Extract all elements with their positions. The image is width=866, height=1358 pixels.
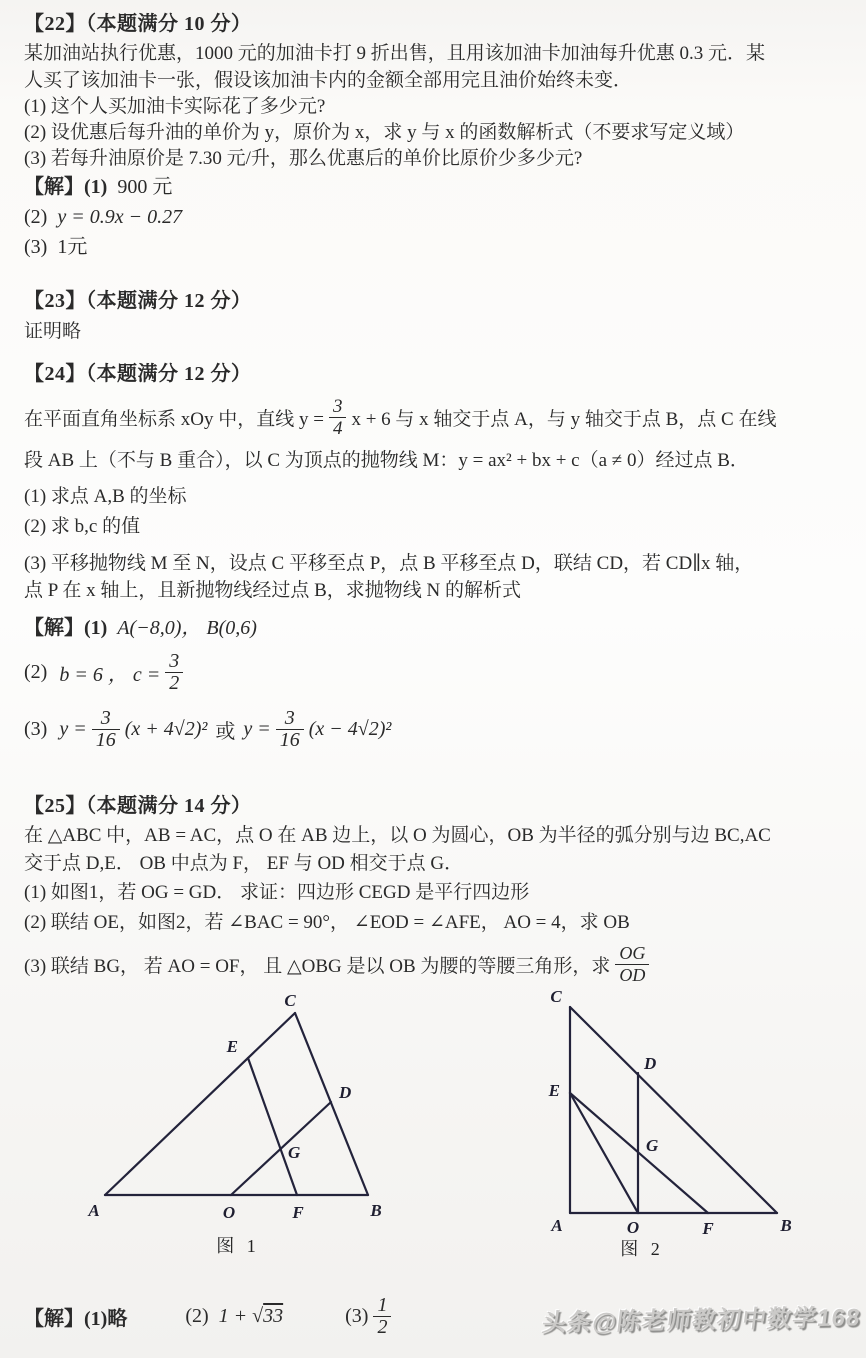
fig2-label-f: F: [702, 1219, 714, 1238]
figure-1-drawing: [58, 988, 480, 1238]
fig2-label-o: O: [626, 1218, 640, 1237]
q25-sol2-label: (2): [185, 1304, 209, 1327]
q24-fraction-3-4: $\frac{3}{4}$: [329, 396, 347, 439]
q22-item-1: (1) 这个人买加油卡实际花了多少元?: [24, 96, 326, 117]
fig1-label-e: E: [226, 1037, 238, 1056]
q24-intro-line1: [24, 390, 852, 444]
q22-sol1-label: 【解】(1): [24, 176, 108, 198]
q23-body: 证明略: [24, 321, 82, 342]
q25-sol2-radicand: 33: [263, 1304, 284, 1327]
fig2-label-d: D: [644, 1054, 657, 1073]
q25-item-3: [24, 940, 852, 988]
q24-sol2-expression: b = 6 ， c =: [59, 663, 161, 686]
q24-sol3-y1: y =: [59, 717, 87, 740]
q24-solution-3: [24, 702, 852, 756]
fig1-side-ac: [105, 1013, 295, 1195]
fig1-label-o: O: [222, 1203, 236, 1222]
q24-sol3-label: (3): [24, 717, 48, 740]
fig2-segment-eo: [570, 1093, 638, 1213]
q24-solution-1: [24, 612, 852, 644]
q24-intro-line2: 段 AB 上（不与 B 重合），以 C 为顶点的抛物线 M：y = ax² + bx + c（a ≠ 0）经过点 B．: [24, 450, 749, 471]
q24-header: 【24】（本题满分 12 分）: [24, 363, 252, 385]
q23-header: 【23】（本题满分 12 分）: [24, 290, 252, 312]
question-23: [24, 285, 852, 347]
q24-sol1-value: A(−8,0)， B(0,6): [117, 617, 257, 639]
q22-body-line1: 某加油站执行优惠，1000 元的加油卡打 9 折出售，且用该加油卡加油每升优惠 0.3 元．某: [24, 43, 766, 64]
q22-sol3-value: 1元: [57, 236, 88, 258]
q24-item-3-line2: 点 P 在 x 轴上，且新抛物线经过点 B，求抛物线 N 的解析式: [24, 580, 522, 601]
watermark-text: 头条@陈老师教初中数学168: [540, 1304, 862, 1337]
figure-1-caption: 图 1: [216, 1236, 260, 1256]
q22-sol1-value: 900 元: [117, 176, 173, 198]
fig1-label-g: G: [288, 1143, 301, 1162]
q22-header: 【22】（本题满分 10 分）: [24, 13, 252, 35]
q25-intro-line2: 交于点 D,E． OB 中点为 F， EF 与 OD 相交于点 G．: [24, 853, 464, 874]
q22-item-3: (3) 若每升油原价是 7.30 元/升，那么优惠后的单价比原价少多少元?: [24, 148, 583, 169]
fig2-label-g: G: [646, 1136, 659, 1155]
fig1-side-cb: [295, 1013, 368, 1195]
q25-fraction-og-od: $\frac{OG}{OD}$: [615, 943, 649, 986]
q25-intro-line1: 在 △ABC 中，AB = AC，点 O 在 AB 边上，以 O 为圆心，OB 为半径的弧分别与边 BC,AC: [24, 825, 771, 846]
q24-fraction-3-16-b: $\frac{3}{16}$: [276, 708, 304, 751]
q25-header: 【25】（本题满分 14 分）: [24, 795, 252, 817]
q25-item-1: (1) 如图1，若 OG = GD． 求证：四边形 CEGD 是平行四边形: [24, 882, 530, 903]
fig2-label-c: C: [550, 990, 562, 1006]
question-25: [24, 790, 852, 988]
q25-sol1: 【解】(1)略: [24, 1307, 128, 1330]
fig1-label-b: B: [370, 1201, 382, 1220]
q25-sol2-value: 1 + √33: [218, 1304, 284, 1327]
q24-sol3-body2: (x − 4√2)²: [308, 717, 392, 740]
figure-2-drawing: [480, 990, 866, 1242]
fig1-label-f: F: [292, 1203, 304, 1222]
fig1-label-a: A: [88, 1201, 100, 1220]
q22-sol2-value: y = 0.9x − 0.27: [57, 206, 183, 228]
fig1-label-d: D: [339, 1083, 352, 1102]
q24-solution-2: [24, 648, 852, 696]
fig1-label-c: C: [284, 991, 296, 1010]
fig2-label-b: B: [780, 1216, 792, 1235]
q25-item3-text: (3) 联结 BG， 若 AO = OF， 且 △OBG 是以 OB 为腰的等腰三角形，求: [24, 955, 611, 977]
q25-sol3-fraction: $\frac{1}{2}$: [373, 1295, 391, 1338]
q24-intro1-post: x + 6 与 x 轴交于点 A，与 y 轴交于点 B，点 C 在线: [351, 408, 777, 430]
q22-item-2: (2) 设优惠后每升油的单价为 y，原价为 x，求 y 与 x 的函数解析式（不要求写定义域）: [24, 122, 745, 143]
q24-fraction-3-16-a: $\frac{3}{16}$: [92, 708, 120, 751]
q24-sol1-label: 【解】(1): [24, 617, 108, 639]
q24-intro1-pre: 在平面直角坐标系 xOy 中，直线 y =: [24, 408, 324, 430]
q25-item-2: (2) 联结 OE，如图2，若 ∠BAC = 90°， ∠EOD = ∠AFE， AO = 4，求 OB: [24, 912, 630, 933]
question-24: [24, 358, 852, 756]
q22-body-line2: 人买了该加油卡一张，假设该加油卡内的金额全部用完且油价始终未变．: [24, 70, 633, 91]
q24-item-2: (2) 求 b,c 的值: [24, 516, 141, 537]
q24-item-1: (1) 求点 A,B 的坐标: [24, 486, 187, 507]
q24-sol2-label: (2): [24, 660, 48, 683]
q22-sol3-label: (3): [24, 236, 48, 258]
fig1-segment-ef: [248, 1058, 297, 1195]
fig1-segment-od: [231, 1102, 331, 1195]
q22-solution-1: [24, 172, 852, 202]
q24-sol3-body1: (x + 4√2)²: [124, 717, 208, 740]
figure-2-caption: 图 2: [620, 1239, 664, 1259]
fig2-lines: [570, 1007, 777, 1213]
question-22: [24, 8, 852, 262]
q22-solution-3: [24, 232, 852, 262]
q25-sol3-label: (3): [345, 1304, 369, 1327]
q22-sol2-label: (2): [24, 206, 48, 228]
fig2-label-a: A: [551, 1216, 563, 1235]
q22-solution-2: [24, 202, 852, 232]
q24-sol3-y2: y =: [243, 717, 271, 740]
q24-fraction-3-2: $\frac{3}{2}$: [165, 651, 183, 694]
q24-sol3-or: 或: [215, 720, 236, 743]
fig2-label-e: E: [548, 1081, 560, 1100]
q24-item-3-line1: (3) 平移抛物线 M 至 N，设点 C 平移至点 P，点 B 平移至点 D，联结 CD，若 CD∥x 轴，: [24, 553, 754, 574]
